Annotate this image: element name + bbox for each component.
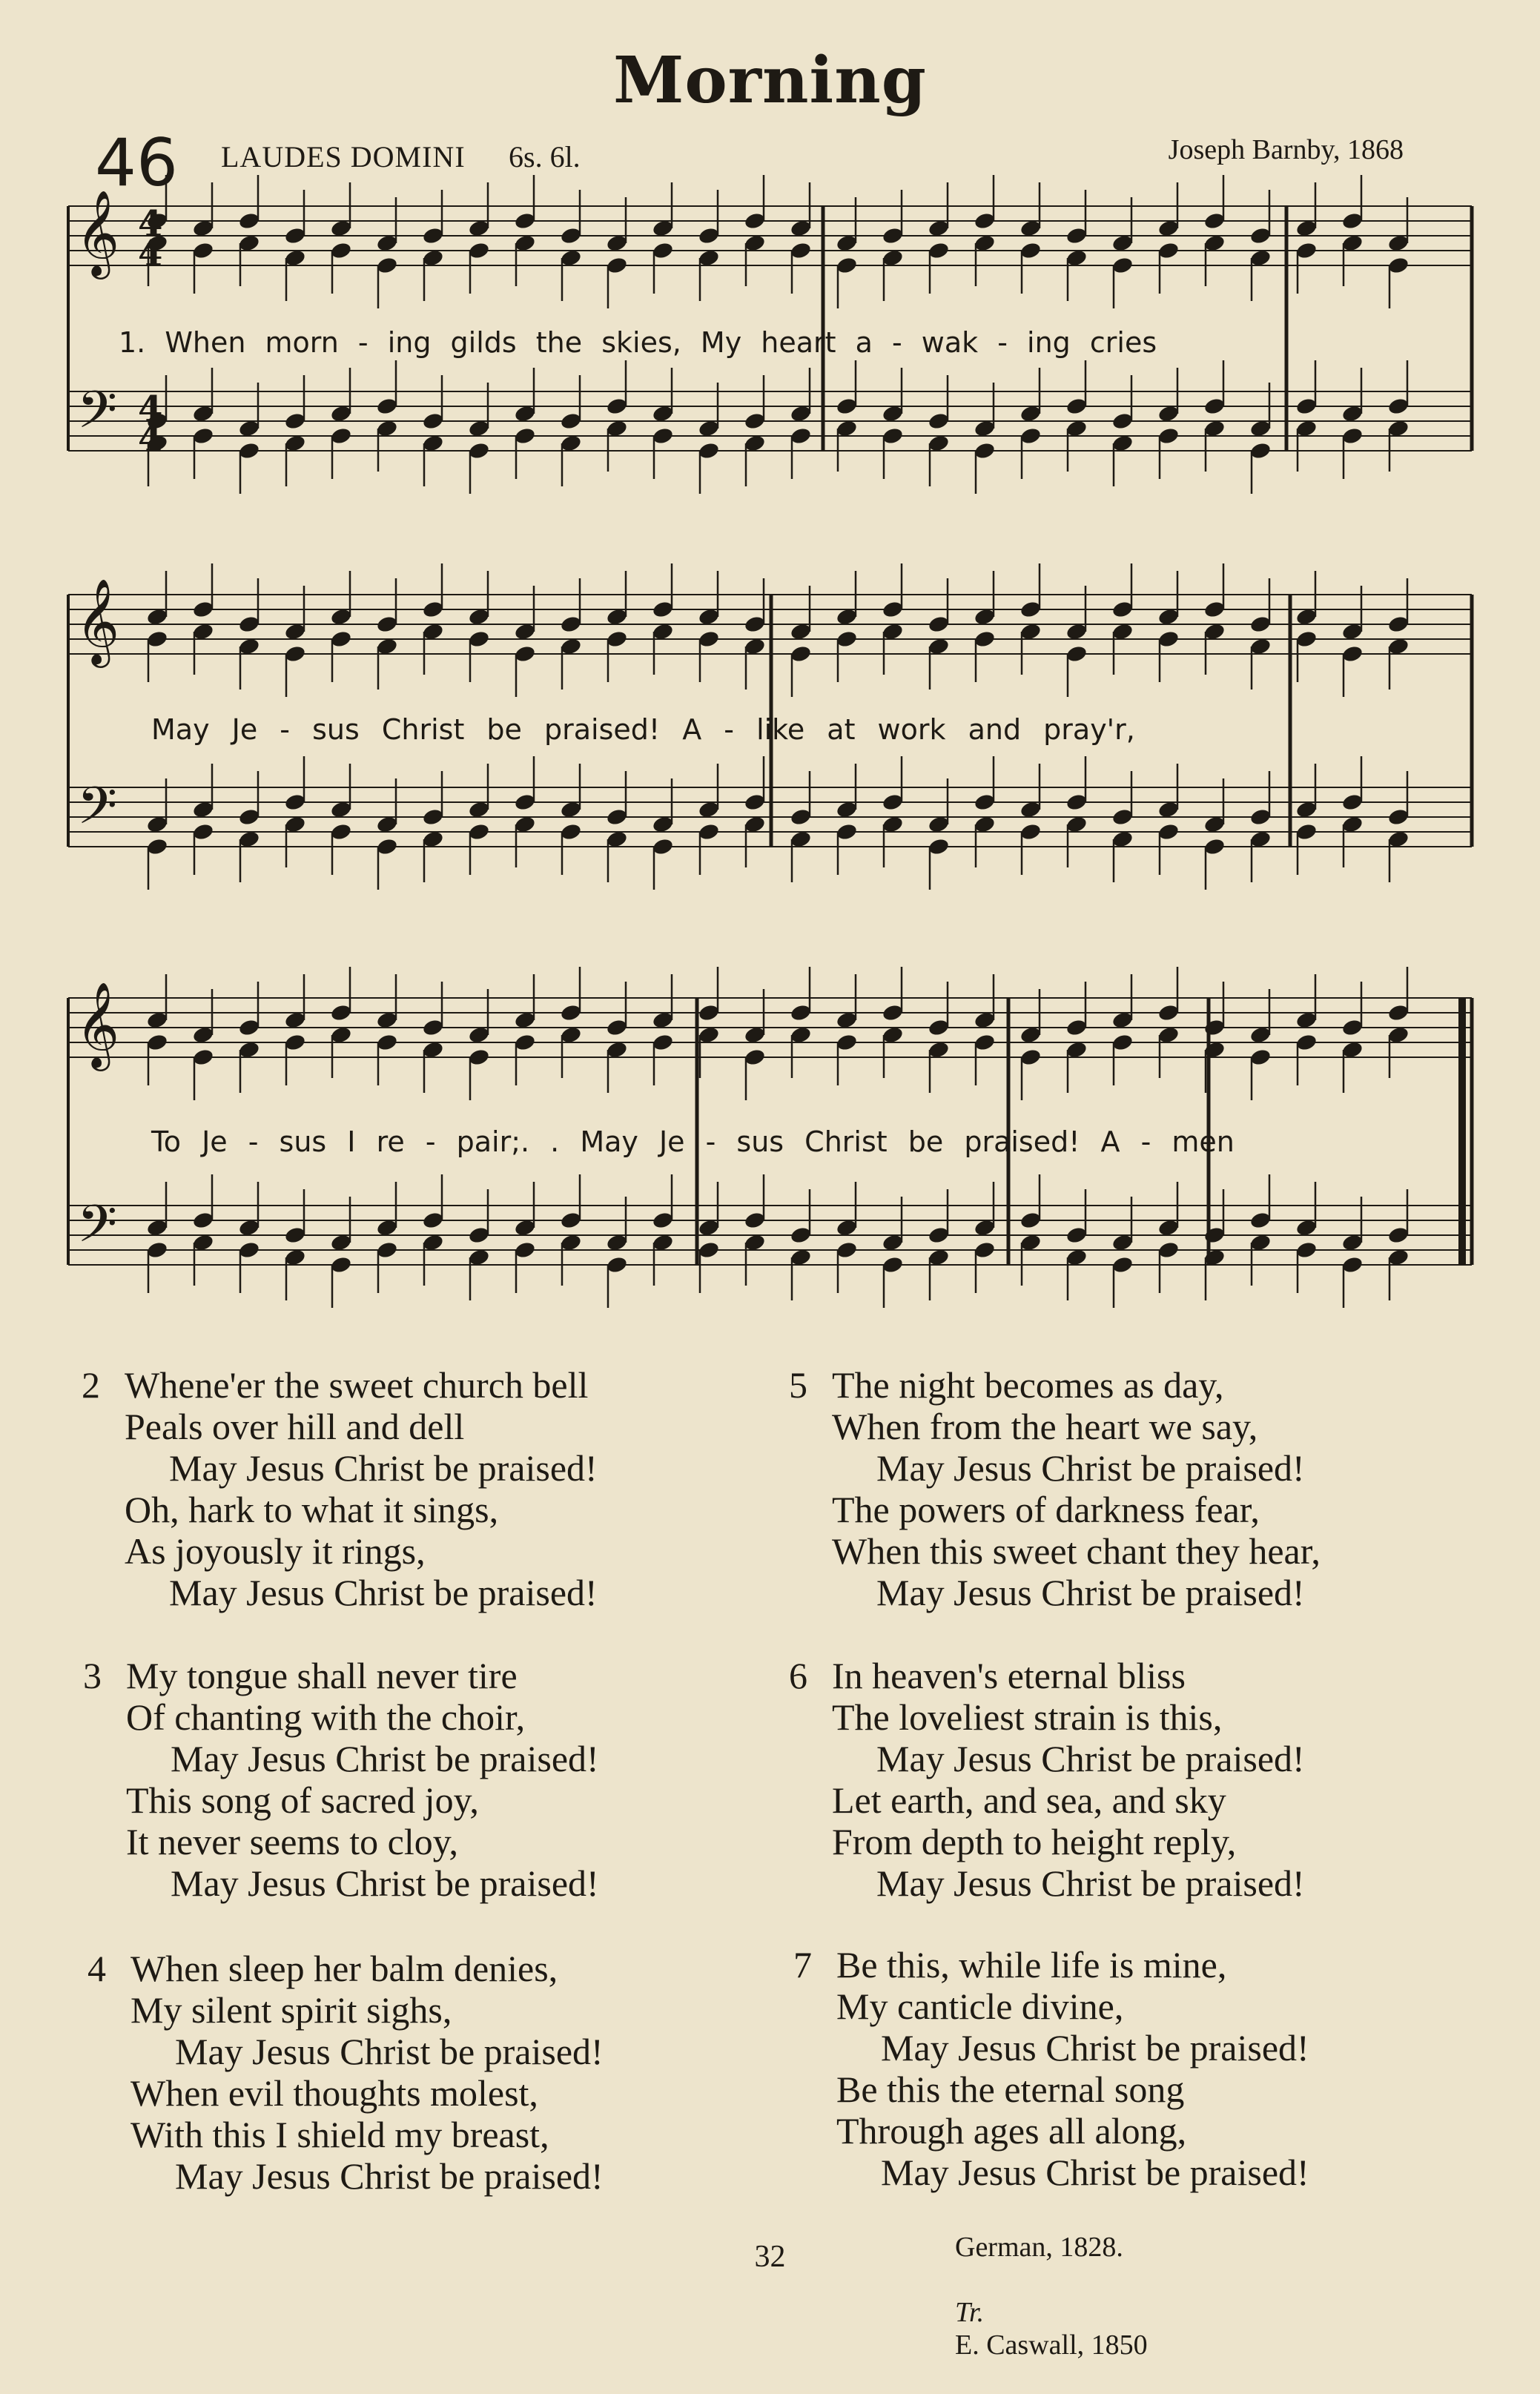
verse-number: 3 bbox=[83, 1655, 102, 1696]
verse-refrain: May Jesus Christ be praised! bbox=[175, 2155, 604, 2197]
note-head bbox=[192, 1048, 215, 1067]
note-head bbox=[882, 793, 905, 812]
verse-line: With this I shield my breast, bbox=[130, 2114, 549, 2155]
note-head bbox=[928, 1226, 951, 1245]
note-head bbox=[1341, 1255, 1364, 1274]
note-head bbox=[192, 1211, 215, 1230]
note-head bbox=[514, 793, 537, 812]
note-head bbox=[836, 256, 859, 275]
verse-line: Of chanting with the choir, bbox=[126, 1696, 526, 1738]
note-head bbox=[1249, 441, 1272, 460]
lyric-line-3: To Je - sus I re - pair;. . May Je - sus Christ be praised! A - men bbox=[151, 1125, 1235, 1158]
composer-credit: Joseph Barnby, 1868 bbox=[1168, 134, 1404, 165]
note-head bbox=[698, 441, 721, 460]
note-head bbox=[1111, 411, 1134, 431]
note-head bbox=[1341, 426, 1364, 446]
note-head bbox=[1387, 1003, 1410, 1022]
note-head bbox=[514, 1033, 537, 1052]
verse-line: My tongue shall never tire bbox=[126, 1655, 518, 1696]
note-head bbox=[376, 1033, 399, 1052]
note-head bbox=[790, 241, 813, 260]
note-head bbox=[836, 397, 859, 416]
note-head bbox=[422, 600, 445, 619]
note-head bbox=[928, 241, 951, 260]
note-head bbox=[974, 793, 997, 812]
note-head bbox=[1065, 1226, 1088, 1245]
lyric-line-1: 1. When morn - ing gilds the skies, My heart a - wak - ing cries bbox=[119, 326, 1157, 359]
note-head bbox=[928, 1018, 951, 1037]
note-head bbox=[1203, 1018, 1226, 1037]
note-head bbox=[1111, 600, 1134, 619]
note-head bbox=[422, 1211, 445, 1230]
verse-line: The night becomes as day, bbox=[832, 1364, 1224, 1406]
note-head bbox=[1341, 793, 1364, 812]
bass-clef: 𝄢 bbox=[77, 776, 118, 848]
note-head bbox=[652, 1211, 675, 1230]
note-head bbox=[606, 1018, 629, 1037]
note-head bbox=[468, 822, 491, 841]
note-head bbox=[284, 411, 307, 431]
note-head bbox=[974, 211, 997, 231]
verse-line: Through ages all along, bbox=[836, 2110, 1187, 2152]
note-head bbox=[330, 1255, 353, 1274]
note-head bbox=[284, 226, 307, 245]
verse-6 bbox=[789, 1655, 1305, 1904]
verse-refrain: May Jesus Christ be praised! bbox=[169, 1572, 598, 1613]
note-head bbox=[1203, 397, 1226, 416]
verse-7 bbox=[793, 1944, 1309, 2193]
note-head bbox=[146, 1033, 169, 1052]
note-head bbox=[606, 397, 629, 416]
note-head bbox=[330, 1003, 353, 1022]
note-head bbox=[928, 615, 951, 634]
note-head bbox=[284, 1033, 307, 1052]
note-head bbox=[376, 256, 399, 275]
note-head bbox=[1157, 822, 1180, 841]
verse-refrain: May Jesus Christ be praised! bbox=[171, 1862, 599, 1904]
note-head bbox=[422, 226, 445, 245]
note-head bbox=[882, 426, 905, 446]
verse-line: As joyously it rings, bbox=[125, 1530, 426, 1572]
note-head bbox=[698, 629, 721, 649]
credit-translator: E. Caswall, 1850 bbox=[955, 2329, 1148, 2361]
note-head bbox=[514, 1240, 537, 1260]
note-head bbox=[560, 1003, 583, 1022]
note-head bbox=[744, 793, 767, 812]
note-head bbox=[1387, 397, 1410, 416]
note-head bbox=[1295, 1240, 1318, 1260]
lyric-line-2: May Je - sus Christ be praised! A - like at work and pray'r, bbox=[151, 713, 1135, 746]
note-head bbox=[744, 615, 767, 634]
tune-name: LAUDES DOMINI bbox=[221, 140, 466, 173]
verse-line: My silent spirit sighs, bbox=[130, 1989, 452, 2031]
note-head bbox=[468, 441, 491, 460]
note-head bbox=[468, 1226, 491, 1245]
credit-translator-prefix: Tr. bbox=[955, 2297, 985, 2328]
note-head bbox=[606, 807, 629, 827]
verse-number: 7 bbox=[793, 1944, 812, 1985]
note-head bbox=[1157, 1240, 1180, 1260]
verse-line: When from the heart we say, bbox=[832, 1406, 1258, 1447]
note-head bbox=[1157, 241, 1180, 260]
note-head bbox=[422, 411, 445, 431]
verse-refrain: May Jesus Christ be praised! bbox=[171, 1738, 599, 1779]
verse-number: 6 bbox=[789, 1655, 807, 1696]
note-head bbox=[468, 241, 491, 260]
note-head bbox=[376, 1240, 399, 1260]
note-head bbox=[882, 226, 905, 245]
verse-line: Be this, while life is mine, bbox=[836, 1944, 1227, 1985]
bass-clef: 𝄢 bbox=[77, 1194, 118, 1266]
note-head bbox=[606, 256, 629, 275]
note-head bbox=[1111, 1255, 1134, 1274]
verse-refrain: May Jesus Christ be praised! bbox=[876, 1862, 1305, 1904]
note-head bbox=[1065, 793, 1088, 812]
verse-refrain: May Jesus Christ be praised! bbox=[876, 1738, 1305, 1779]
time-signature: 4 bbox=[138, 203, 163, 245]
note-head bbox=[376, 837, 399, 856]
note-head bbox=[238, 1240, 261, 1260]
note-head bbox=[1203, 1226, 1226, 1245]
note-head bbox=[974, 629, 997, 649]
note-head bbox=[146, 1240, 169, 1260]
note-head bbox=[744, 211, 767, 231]
note-head bbox=[882, 600, 905, 619]
note-head bbox=[836, 822, 859, 841]
note-head bbox=[560, 411, 583, 431]
verse-line: The loveliest strain is this, bbox=[832, 1696, 1223, 1738]
note-head bbox=[928, 411, 951, 431]
verse-refrain: May Jesus Christ be praised! bbox=[876, 1572, 1305, 1613]
note-head bbox=[422, 1018, 445, 1037]
page-number: 32 bbox=[754, 2240, 786, 2274]
verse-line: The powers of darkness fear, bbox=[832, 1489, 1260, 1530]
treble-clef: 𝄞 bbox=[76, 189, 120, 276]
note-head bbox=[1295, 822, 1318, 841]
note-head bbox=[1203, 211, 1226, 231]
note-head bbox=[698, 226, 721, 245]
note-head bbox=[1157, 426, 1180, 446]
note-head bbox=[1111, 1033, 1134, 1052]
verse-3 bbox=[83, 1655, 599, 1904]
note-head bbox=[1157, 1003, 1180, 1022]
time-signature: 4 bbox=[138, 388, 163, 430]
note-head bbox=[1387, 615, 1410, 634]
note-head bbox=[744, 1211, 767, 1230]
note-head bbox=[1019, 1048, 1042, 1067]
note-head bbox=[146, 837, 169, 856]
note-head bbox=[468, 629, 491, 649]
note-head bbox=[514, 426, 537, 446]
note-head bbox=[376, 615, 399, 634]
note-head bbox=[698, 822, 721, 841]
verse-line: Peals over hill and dell bbox=[125, 1406, 465, 1447]
note-head bbox=[284, 644, 307, 664]
note-head bbox=[882, 1003, 905, 1022]
note-head bbox=[1019, 241, 1042, 260]
note-head bbox=[284, 793, 307, 812]
verse-number: 2 bbox=[82, 1364, 100, 1406]
note-head bbox=[698, 1003, 721, 1022]
verse-number: 5 bbox=[789, 1364, 807, 1406]
verse-5 bbox=[789, 1364, 1321, 1613]
note-head bbox=[1295, 397, 1318, 416]
note-head bbox=[1065, 397, 1088, 416]
note-head bbox=[1249, 807, 1272, 827]
note-head bbox=[1019, 426, 1042, 446]
note-head bbox=[928, 837, 951, 856]
note-head bbox=[1341, 1018, 1364, 1037]
note-head bbox=[238, 441, 261, 460]
note-head bbox=[330, 629, 353, 649]
note-head bbox=[698, 1240, 721, 1260]
note-head bbox=[974, 441, 997, 460]
verse-2 bbox=[82, 1364, 598, 1613]
note-head bbox=[146, 629, 169, 649]
note-head bbox=[238, 807, 261, 827]
note-head bbox=[1157, 629, 1180, 649]
note-head bbox=[238, 1018, 261, 1037]
note-head bbox=[744, 1048, 767, 1067]
verse-refrain: May Jesus Christ be praised! bbox=[175, 2031, 604, 2072]
note-head bbox=[1295, 241, 1318, 260]
note-head bbox=[1203, 600, 1226, 619]
note-head bbox=[836, 629, 859, 649]
note-head bbox=[836, 1240, 859, 1260]
verse-number: 4 bbox=[87, 1948, 106, 1989]
note-head bbox=[560, 822, 583, 841]
note-head bbox=[514, 211, 537, 231]
verse-line: It never seems to cloy, bbox=[126, 1821, 458, 1862]
note-head bbox=[1341, 211, 1364, 231]
time-signature: 4 bbox=[138, 418, 163, 460]
note-head bbox=[192, 822, 215, 841]
note-head bbox=[560, 1211, 583, 1230]
note-head bbox=[652, 600, 675, 619]
note-head bbox=[238, 211, 261, 231]
verse-refrain: May Jesus Christ be praised! bbox=[876, 1447, 1305, 1489]
note-head bbox=[330, 241, 353, 260]
note-head bbox=[744, 411, 767, 431]
note-head bbox=[790, 1226, 813, 1245]
verse-line: My canticle divine, bbox=[836, 1985, 1124, 2027]
note-head bbox=[560, 615, 583, 634]
note-head bbox=[560, 226, 583, 245]
note-head bbox=[192, 241, 215, 260]
note-head bbox=[1387, 1226, 1410, 1245]
note-head bbox=[1065, 1018, 1088, 1037]
note-head bbox=[1203, 837, 1226, 856]
note-head bbox=[790, 807, 813, 827]
verse-refrain: May Jesus Christ be praised! bbox=[881, 2152, 1309, 2193]
note-head bbox=[238, 615, 261, 634]
note-head bbox=[882, 1255, 905, 1274]
note-head bbox=[1341, 644, 1364, 664]
note-head bbox=[1111, 256, 1134, 275]
note-head bbox=[1387, 807, 1410, 827]
note-head bbox=[652, 837, 675, 856]
note-head bbox=[652, 241, 675, 260]
hymn-number: 46 bbox=[95, 125, 178, 201]
verse-line: From depth to height reply, bbox=[832, 1821, 1237, 1862]
treble-clef: 𝄞 bbox=[76, 981, 120, 1068]
note-head bbox=[284, 1226, 307, 1245]
bass-clef: 𝄢 bbox=[77, 380, 118, 452]
note-head bbox=[468, 1048, 491, 1067]
verse-refrain: May Jesus Christ be praised! bbox=[881, 2027, 1309, 2069]
verse-line: When sleep her balm denies, bbox=[130, 1948, 558, 1989]
note-head bbox=[1019, 1211, 1042, 1230]
note-head bbox=[330, 822, 353, 841]
note-head bbox=[1249, 615, 1272, 634]
note-head bbox=[1387, 256, 1410, 275]
note-head bbox=[790, 426, 813, 446]
note-head bbox=[1019, 600, 1042, 619]
note-head bbox=[1249, 1048, 1272, 1067]
verse-line: Let earth, and sea, and sky bbox=[832, 1779, 1226, 1821]
note-head bbox=[790, 644, 813, 664]
note-head bbox=[790, 1003, 813, 1022]
note-head bbox=[1249, 226, 1272, 245]
note-head bbox=[1065, 644, 1088, 664]
note-head bbox=[422, 807, 445, 827]
verse-line: When this sweet chant they hear, bbox=[832, 1530, 1321, 1572]
treble-clef: 𝄞 bbox=[76, 578, 120, 664]
note-head bbox=[974, 1033, 997, 1052]
note-head bbox=[836, 1033, 859, 1052]
verse-line: Be this the eternal song bbox=[836, 2069, 1185, 2110]
verse-4 bbox=[87, 1948, 604, 2197]
text-credit bbox=[927, 2198, 1148, 2394]
verse-line: This song of sacred joy, bbox=[126, 1779, 479, 1821]
verse-refrain: May Jesus Christ be praised! bbox=[169, 1447, 598, 1489]
note-head bbox=[376, 397, 399, 416]
verse-line: Whene'er the sweet church bell bbox=[125, 1364, 589, 1406]
note-head bbox=[606, 1255, 629, 1274]
credit-origin: German, 1828. bbox=[955, 2232, 1123, 2263]
note-head bbox=[606, 629, 629, 649]
time-signature: 4 bbox=[138, 233, 163, 274]
note-head bbox=[192, 426, 215, 446]
note-head bbox=[1111, 807, 1134, 827]
meter: 6s. 6l. bbox=[509, 140, 581, 173]
note-head bbox=[514, 644, 537, 664]
note-head bbox=[330, 426, 353, 446]
note-head bbox=[652, 1033, 675, 1052]
note-head bbox=[974, 1240, 997, 1260]
note-head bbox=[1019, 822, 1042, 841]
note-head bbox=[1295, 629, 1318, 649]
note-head bbox=[1065, 226, 1088, 245]
note-head bbox=[1249, 1211, 1272, 1230]
note-head bbox=[1295, 1033, 1318, 1052]
verse-line: When evil thoughts molest, bbox=[130, 2072, 538, 2114]
note-head bbox=[652, 426, 675, 446]
page-title: Morning bbox=[613, 43, 927, 118]
verse-line: In heaven's eternal bliss bbox=[832, 1655, 1186, 1696]
verse-line: Oh, hark to what it sings, bbox=[125, 1489, 499, 1530]
note-head bbox=[192, 600, 215, 619]
